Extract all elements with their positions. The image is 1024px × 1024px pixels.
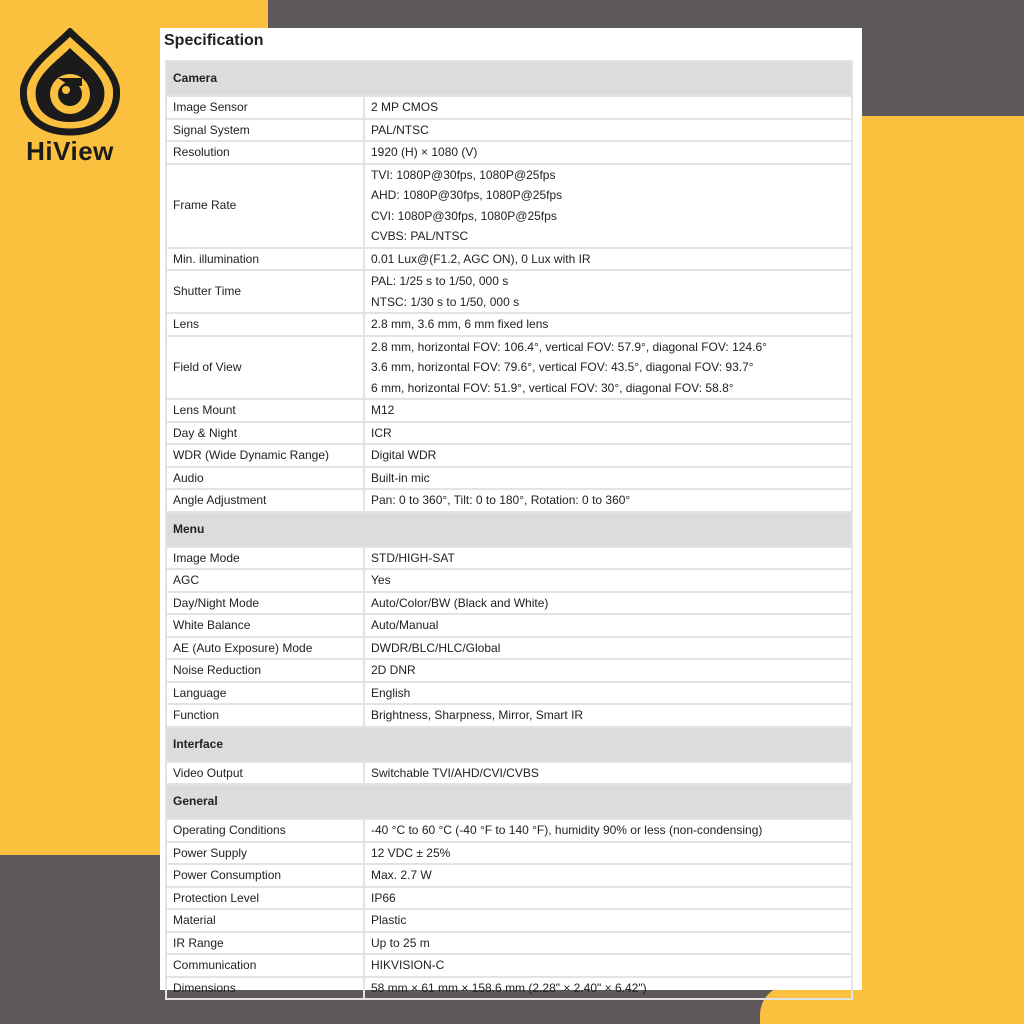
- spec-label: Min. illumination: [166, 248, 364, 271]
- spec-value: CVBS: PAL/NTSC: [371, 229, 469, 243]
- spec-value-cell: [364, 659, 852, 682]
- spec-value-cell: [364, 842, 852, 865]
- spec-value: Auto/Color/BW (Black and White): [371, 595, 549, 610]
- spec-value: Brightness, Sharpness, Mirror, Smart IR: [371, 708, 584, 722]
- table-row: [166, 547, 852, 570]
- spec-table: [165, 60, 853, 1000]
- section-header-row: [166, 61, 852, 96]
- spec-value: 12 VDC ± 25%: [371, 845, 451, 860]
- spec-value: Auto/Manual: [371, 618, 439, 632]
- spec-value: AHD: 1080P@30fps, 1080P@25fps: [371, 188, 563, 202]
- section-header-row: [166, 784, 852, 819]
- table-row: [166, 444, 852, 467]
- spec-label: IR Range: [166, 932, 364, 955]
- spec-label: Language: [166, 682, 364, 705]
- spec-value-cell: [364, 569, 852, 592]
- spec-value-cell: [364, 489, 852, 512]
- table-row: [166, 569, 852, 592]
- spec-label: Signal System: [166, 119, 364, 142]
- spec-value-cell: [364, 682, 852, 705]
- table-row: [166, 614, 852, 637]
- spec-label: Day/Night Mode: [166, 592, 364, 615]
- section-title: Camera: [166, 61, 852, 96]
- table-row: [166, 842, 852, 865]
- spec-value-cell: [364, 270, 852, 313]
- table-row: [166, 592, 852, 615]
- spec-value: TVI: 1080P@30fps, 1080P@25fps: [371, 167, 556, 182]
- spec-value-cell: [364, 96, 852, 119]
- spec-value: Switchable TVI/AHD/CVI/CVBS: [371, 765, 539, 780]
- table-row: [166, 704, 852, 727]
- spec-value: PAL: 1/25 s to 1/50, 000 s: [371, 274, 509, 288]
- spec-value-cell: [364, 467, 852, 490]
- table-row: [166, 489, 852, 512]
- spec-value: 0.01 Lux@(F1.2, AGC ON), 0 Lux with IR: [371, 251, 591, 266]
- table-row: [166, 467, 852, 490]
- spec-value-cell: [364, 977, 852, 1000]
- table-row: [166, 270, 852, 313]
- section-title: Menu: [166, 512, 852, 547]
- table-row: [166, 954, 852, 977]
- spec-value-cell: [364, 614, 852, 637]
- spec-value: 2D DNR: [371, 663, 416, 677]
- spec-label: Field of View: [166, 336, 364, 400]
- spec-value: 1920 (H) × 1080 (V): [371, 145, 478, 159]
- spec-value: English: [371, 685, 411, 700]
- spec-label: Video Output: [166, 762, 364, 785]
- spec-value-cell: [364, 444, 852, 467]
- spec-label: Material: [166, 909, 364, 932]
- table-row: [166, 659, 852, 682]
- spec-value: 58 mm × 61 mm × 158.6 mm (2.28" × 2.40" × 6.42"): [371, 980, 647, 995]
- spec-value: IP66: [371, 890, 396, 905]
- spec-value-cell: [364, 422, 852, 445]
- table-row: [166, 887, 852, 910]
- spec-value: DWDR/BLC/HLC/Global: [371, 640, 501, 655]
- table-row: [166, 164, 852, 248]
- spec-value: STD/HIGH-SAT: [371, 550, 455, 565]
- spec-label: Audio: [166, 467, 364, 490]
- spec-label: Noise Reduction: [166, 659, 364, 682]
- spec-value-cell: [364, 864, 852, 887]
- spec-label: Dimensions: [166, 977, 364, 1000]
- spec-value: 2.8 mm, 3.6 mm, 6 mm fixed lens: [371, 317, 549, 331]
- spec-label: Image Mode: [166, 547, 364, 570]
- spec-label: Resolution: [166, 141, 364, 164]
- specification-sheet: [160, 28, 862, 995]
- table-row: [166, 313, 852, 336]
- section-header-row: [166, 727, 852, 762]
- spec-value-cell: [364, 932, 852, 955]
- table-row: [166, 119, 852, 142]
- spec-label: Lens: [166, 313, 364, 336]
- spec-value-cell: [364, 141, 852, 164]
- spec-label: Protection Level: [166, 887, 364, 910]
- table-row: [166, 864, 852, 887]
- spec-value: 6 mm, horizontal FOV: 51.9°, vertical FOV: 30°, diagonal FOV: 58.8°: [371, 380, 734, 395]
- table-row: [166, 682, 852, 705]
- spec-value: Plastic: [371, 913, 407, 927]
- spec-value-cell: [364, 592, 852, 615]
- spec-value: Up to 25 m: [371, 935, 430, 950]
- spec-value-cell: [364, 762, 852, 785]
- spec-label: Operating Conditions: [166, 819, 364, 842]
- table-row: [166, 909, 852, 932]
- table-row: [166, 248, 852, 271]
- brand-logo: [20, 28, 120, 168]
- table-row: [166, 932, 852, 955]
- spec-label: Shutter Time: [166, 270, 364, 313]
- spec-value-cell: [364, 547, 852, 570]
- table-row: [166, 399, 852, 422]
- table-row: [166, 96, 852, 119]
- spec-value: NTSC: 1/30 s to 1/50, 000 s: [371, 294, 520, 309]
- spec-label: AE (Auto Exposure) Mode: [166, 637, 364, 660]
- spec-value: PAL/NTSC: [371, 122, 429, 137]
- spec-label: WDR (Wide Dynamic Range): [166, 444, 364, 467]
- spec-label: Function: [166, 704, 364, 727]
- spec-label: Image Sensor: [166, 96, 364, 119]
- spec-value-cell: [364, 336, 852, 400]
- spec-value: CVI: 1080P@30fps, 1080P@25fps: [371, 208, 557, 223]
- hiview-shield-g-icon: [20, 28, 120, 136]
- spec-value: 3.6 mm, horizontal FOV: 79.6°, vertical FOV: 43.5°, diagonal FOV: 93.7°: [371, 360, 754, 374]
- spec-value: Yes: [371, 573, 391, 587]
- spec-value: ICR: [371, 425, 392, 440]
- spec-value-cell: [364, 637, 852, 660]
- spec-label: White Balance: [166, 614, 364, 637]
- table-row: [166, 637, 852, 660]
- spec-value-cell: [364, 313, 852, 336]
- spec-label: Lens Mount: [166, 399, 364, 422]
- spec-label: Communication: [166, 954, 364, 977]
- spec-value: M12: [371, 403, 395, 417]
- table-row: [166, 977, 852, 1000]
- table-row: [166, 819, 852, 842]
- spec-value: Built-in mic: [371, 470, 430, 485]
- section-title: Interface: [166, 727, 852, 762]
- spec-value-cell: [364, 164, 852, 248]
- spec-label: Power Consumption: [166, 864, 364, 887]
- spec-value-cell: [364, 704, 852, 727]
- spec-value: Pan: 0 to 360°, Tilt: 0 to 180°, Rotation: 0 to 360°: [371, 493, 631, 507]
- spec-value-cell: [364, 909, 852, 932]
- spec-value: 2 MP CMOS: [371, 100, 439, 114]
- section-title: General: [166, 784, 852, 819]
- spec-label: Angle Adjustment: [166, 489, 364, 512]
- section-header-row: [166, 512, 852, 547]
- spec-label: AGC: [166, 569, 364, 592]
- spec-label: Frame Rate: [166, 164, 364, 248]
- table-row: [166, 422, 852, 445]
- spec-value: 2.8 mm, horizontal FOV: 106.4°, vertical FOV: 57.9°, diagonal FOV: 124.6°: [371, 339, 767, 354]
- spec-label: Power Supply: [166, 842, 364, 865]
- spec-value-cell: [364, 887, 852, 910]
- sheet-title: Specification: [164, 32, 264, 49]
- spec-value-cell: [364, 248, 852, 271]
- spec-value-cell: [364, 119, 852, 142]
- spec-value: Digital WDR: [371, 448, 437, 462]
- table-row: [166, 762, 852, 785]
- table-row: [166, 141, 852, 164]
- spec-value: Max. 2.7 W: [371, 868, 432, 882]
- spec-value: -40 °C to 60 °C (-40 °F to 140 °F), humidity 90% or less (non-condensing): [371, 823, 763, 837]
- spec-value-cell: [364, 819, 852, 842]
- spec-value-cell: [364, 399, 852, 422]
- spec-value: HIKVISION-C: [371, 958, 445, 972]
- brand-name: HiView: [26, 136, 114, 166]
- spec-label: Day & Night: [166, 422, 364, 445]
- spec-value-cell: [364, 954, 852, 977]
- table-row: [166, 336, 852, 400]
